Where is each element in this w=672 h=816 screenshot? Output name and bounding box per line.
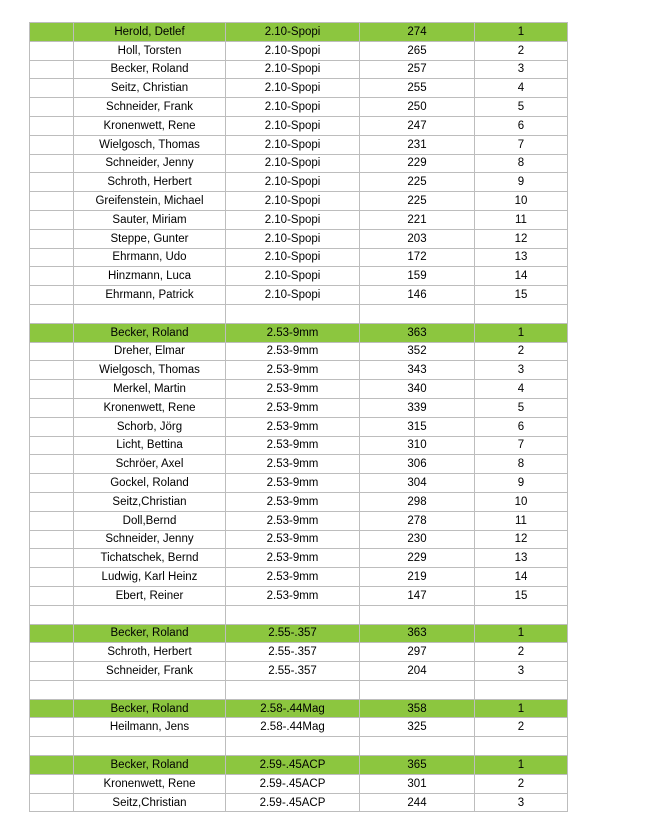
score-cell: 221 — [360, 210, 475, 229]
shooter-name-cell: Ehrmann, Udo — [74, 248, 226, 267]
blank-cell — [30, 116, 74, 135]
table-row — [30, 511, 568, 530]
rank-cell: 2 — [475, 643, 568, 662]
rank-cell: 8 — [475, 154, 568, 173]
discipline-cell: 2.10-Spopi — [226, 41, 360, 60]
blank-cell — [30, 173, 74, 192]
empty-cell — [30, 680, 74, 699]
score-cell: 325 — [360, 718, 475, 737]
table-row — [30, 417, 568, 436]
shooter-name-cell: Kronenwett, Rene — [74, 774, 226, 793]
score-cell: 159 — [360, 267, 475, 286]
rank-cell: 12 — [475, 530, 568, 549]
rank-cell: 13 — [475, 248, 568, 267]
blank-cell — [30, 79, 74, 98]
discipline-cell: 2.10-Spopi — [226, 210, 360, 229]
blank-cell — [30, 756, 74, 775]
shooter-name-cell: Schorb, Jörg — [74, 417, 226, 436]
table-row — [30, 718, 568, 737]
blank-cell — [30, 135, 74, 154]
empty-cell — [74, 737, 226, 756]
rank-cell: 10 — [475, 492, 568, 511]
discipline-cell: 2.10-Spopi — [226, 267, 360, 286]
shooter-name-cell: Gockel, Roland — [74, 474, 226, 493]
shooter-name-cell: Schneider, Jenny — [74, 154, 226, 173]
blank-cell — [30, 643, 74, 662]
winner-row — [30, 699, 568, 718]
shooter-name-cell: Holl, Torsten — [74, 41, 226, 60]
empty-cell — [475, 304, 568, 323]
blank-cell — [30, 398, 74, 417]
blank-cell — [30, 323, 74, 342]
rank-cell: 4 — [475, 380, 568, 399]
score-cell: 229 — [360, 549, 475, 568]
discipline-cell: 2.53-9mm — [226, 323, 360, 342]
shooter-name-cell: Seitz,Christian — [74, 793, 226, 812]
table-row — [30, 361, 568, 380]
group-spacer-row — [30, 737, 568, 756]
empty-cell — [475, 605, 568, 624]
blank-cell — [30, 286, 74, 305]
blank-cell — [30, 248, 74, 267]
table-row — [30, 568, 568, 587]
empty-cell — [74, 304, 226, 323]
empty-cell — [475, 737, 568, 756]
empty-cell — [360, 605, 475, 624]
blank-cell — [30, 718, 74, 737]
rank-cell: 9 — [475, 173, 568, 192]
score-cell: 301 — [360, 774, 475, 793]
discipline-cell: 2.10-Spopi — [226, 79, 360, 98]
blank-cell — [30, 192, 74, 211]
rank-cell: 3 — [475, 662, 568, 681]
shooter-name-cell: Seitz, Christian — [74, 79, 226, 98]
rank-cell: 11 — [475, 210, 568, 229]
discipline-cell: 2.55-.357 — [226, 624, 360, 643]
empty-cell — [360, 304, 475, 323]
empty-cell — [30, 304, 74, 323]
table-row — [30, 229, 568, 248]
discipline-cell: 2.10-Spopi — [226, 173, 360, 192]
score-cell: 363 — [360, 323, 475, 342]
table-row — [30, 79, 568, 98]
discipline-cell: 2.59-.45ACP — [226, 774, 360, 793]
discipline-cell: 2.55-.357 — [226, 662, 360, 681]
score-cell: 297 — [360, 643, 475, 662]
table-row — [30, 549, 568, 568]
rank-cell: 11 — [475, 511, 568, 530]
rank-cell: 2 — [475, 774, 568, 793]
table-row — [30, 380, 568, 399]
table-row — [30, 98, 568, 117]
shooter-name-cell: Steppe, Gunter — [74, 229, 226, 248]
shooter-name-cell: Kronenwett, Rene — [74, 398, 226, 417]
discipline-cell: 2.53-9mm — [226, 568, 360, 587]
discipline-cell: 2.53-9mm — [226, 474, 360, 493]
shooter-name-cell: Wielgosch, Thomas — [74, 135, 226, 154]
empty-cell — [475, 680, 568, 699]
winner-row — [30, 323, 568, 342]
discipline-cell: 2.10-Spopi — [226, 229, 360, 248]
rank-cell: 3 — [475, 361, 568, 380]
score-cell: 230 — [360, 530, 475, 549]
rank-cell: 14 — [475, 568, 568, 587]
discipline-cell: 2.53-9mm — [226, 530, 360, 549]
table-row — [30, 286, 568, 305]
winner-row — [30, 756, 568, 775]
blank-cell — [30, 793, 74, 812]
discipline-cell: 2.53-9mm — [226, 398, 360, 417]
empty-cell — [360, 737, 475, 756]
rank-cell: 10 — [475, 192, 568, 211]
score-cell: 363 — [360, 624, 475, 643]
blank-cell — [30, 586, 74, 605]
table-row — [30, 492, 568, 511]
table-row — [30, 267, 568, 286]
empty-cell — [226, 680, 360, 699]
discipline-cell: 2.53-9mm — [226, 380, 360, 399]
rank-cell: 12 — [475, 229, 568, 248]
table-row — [30, 192, 568, 211]
rank-cell: 5 — [475, 98, 568, 117]
blank-cell — [30, 474, 74, 493]
discipline-cell: 2.58-.44Mag — [226, 699, 360, 718]
blank-cell — [30, 511, 74, 530]
score-cell: 352 — [360, 342, 475, 361]
score-cell: 278 — [360, 511, 475, 530]
table-row — [30, 173, 568, 192]
shooter-name-cell: Becker, Roland — [74, 699, 226, 718]
shooter-name-cell: Herold, Detlef — [74, 23, 226, 42]
rank-cell: 15 — [475, 586, 568, 605]
table-row — [30, 530, 568, 549]
empty-cell — [226, 304, 360, 323]
score-cell: 225 — [360, 173, 475, 192]
score-cell: 244 — [360, 793, 475, 812]
shooter-name-cell: Seitz,Christian — [74, 492, 226, 511]
shooter-name-cell: Becker, Roland — [74, 624, 226, 643]
score-cell: 231 — [360, 135, 475, 154]
rank-cell: 5 — [475, 398, 568, 417]
rank-cell: 1 — [475, 323, 568, 342]
table-row — [30, 474, 568, 493]
rank-cell: 2 — [475, 718, 568, 737]
score-cell: 265 — [360, 41, 475, 60]
shooter-name-cell: Merkel, Martin — [74, 380, 226, 399]
score-cell: 298 — [360, 492, 475, 511]
discipline-cell: 2.53-9mm — [226, 436, 360, 455]
blank-cell — [30, 624, 74, 643]
shooter-name-cell: Sauter, Miriam — [74, 210, 226, 229]
table-row — [30, 248, 568, 267]
score-cell: 274 — [360, 23, 475, 42]
blank-cell — [30, 549, 74, 568]
blank-cell — [30, 60, 74, 79]
blank-cell — [30, 662, 74, 681]
score-cell: 358 — [360, 699, 475, 718]
results-table — [29, 22, 568, 812]
discipline-cell: 2.53-9mm — [226, 492, 360, 511]
empty-cell — [74, 680, 226, 699]
empty-cell — [226, 605, 360, 624]
blank-cell — [30, 154, 74, 173]
group-spacer-row — [30, 304, 568, 323]
table-row — [30, 342, 568, 361]
score-cell: 204 — [360, 662, 475, 681]
score-cell: 219 — [360, 568, 475, 587]
blank-cell — [30, 210, 74, 229]
discipline-cell: 2.59-.45ACP — [226, 756, 360, 775]
shooter-name-cell: Schroth, Herbert — [74, 173, 226, 192]
score-cell: 250 — [360, 98, 475, 117]
discipline-cell: 2.53-9mm — [226, 361, 360, 380]
table-row — [30, 662, 568, 681]
shooter-name-cell: Becker, Roland — [74, 756, 226, 775]
rank-cell: 15 — [475, 286, 568, 305]
blank-cell — [30, 229, 74, 248]
shooter-name-cell: Schröer, Axel — [74, 455, 226, 474]
table-row — [30, 116, 568, 135]
score-cell: 147 — [360, 586, 475, 605]
blank-cell — [30, 436, 74, 455]
empty-cell — [74, 605, 226, 624]
rank-cell: 7 — [475, 436, 568, 455]
discipline-cell: 2.10-Spopi — [226, 192, 360, 211]
table-row — [30, 398, 568, 417]
rank-cell: 2 — [475, 342, 568, 361]
score-cell: 225 — [360, 192, 475, 211]
rank-cell: 14 — [475, 267, 568, 286]
blank-cell — [30, 361, 74, 380]
shooter-name-cell: Dreher, Elmar — [74, 342, 226, 361]
shooter-name-cell: Ehrmann, Patrick — [74, 286, 226, 305]
rank-cell: 1 — [475, 624, 568, 643]
table-row — [30, 135, 568, 154]
rank-cell: 9 — [475, 474, 568, 493]
score-cell: 365 — [360, 756, 475, 775]
shooter-name-cell: Ludwig, Karl Heinz — [74, 568, 226, 587]
blank-cell — [30, 774, 74, 793]
rank-cell: 3 — [475, 60, 568, 79]
score-cell: 172 — [360, 248, 475, 267]
empty-cell — [360, 680, 475, 699]
shooter-name-cell: Heilmann, Jens — [74, 718, 226, 737]
blank-cell — [30, 98, 74, 117]
discipline-cell: 2.58-.44Mag — [226, 718, 360, 737]
discipline-cell: 2.10-Spopi — [226, 60, 360, 79]
blank-cell — [30, 455, 74, 474]
rank-cell: 7 — [475, 135, 568, 154]
score-cell: 229 — [360, 154, 475, 173]
discipline-cell: 2.55-.357 — [226, 643, 360, 662]
blank-cell — [30, 417, 74, 436]
empty-cell — [30, 737, 74, 756]
discipline-cell: 2.53-9mm — [226, 455, 360, 474]
shooter-name-cell: Wielgosch, Thomas — [74, 361, 226, 380]
blank-cell — [30, 492, 74, 511]
shooter-name-cell: Hinzmann, Luca — [74, 267, 226, 286]
shooter-name-cell: Licht, Bettina — [74, 436, 226, 455]
table-row — [30, 793, 568, 812]
score-cell: 340 — [360, 380, 475, 399]
empty-cell — [226, 737, 360, 756]
discipline-cell: 2.53-9mm — [226, 586, 360, 605]
discipline-cell: 2.53-9mm — [226, 417, 360, 436]
score-cell: 203 — [360, 229, 475, 248]
table-row — [30, 154, 568, 173]
shooter-name-cell: Ebert, Reiner — [74, 586, 226, 605]
blank-cell — [30, 568, 74, 587]
shooter-name-cell: Becker, Roland — [74, 323, 226, 342]
score-cell: 343 — [360, 361, 475, 380]
table-row — [30, 774, 568, 793]
discipline-cell: 2.10-Spopi — [226, 154, 360, 173]
blank-cell — [30, 699, 74, 718]
discipline-cell: 2.59-.45ACP — [226, 793, 360, 812]
rank-cell: 1 — [475, 756, 568, 775]
rank-cell: 6 — [475, 417, 568, 436]
discipline-cell: 2.10-Spopi — [226, 286, 360, 305]
score-cell: 257 — [360, 60, 475, 79]
blank-cell — [30, 342, 74, 361]
discipline-cell: 2.53-9mm — [226, 549, 360, 568]
rank-cell: 8 — [475, 455, 568, 474]
rank-cell: 6 — [475, 116, 568, 135]
winner-row — [30, 23, 568, 42]
blank-cell — [30, 530, 74, 549]
table-row — [30, 436, 568, 455]
rank-cell: 2 — [475, 41, 568, 60]
score-cell: 306 — [360, 455, 475, 474]
score-cell: 255 — [360, 79, 475, 98]
table-row — [30, 455, 568, 474]
score-cell: 310 — [360, 436, 475, 455]
table-row — [30, 41, 568, 60]
rank-cell: 1 — [475, 23, 568, 42]
empty-cell — [30, 605, 74, 624]
results-body — [30, 23, 568, 812]
discipline-cell: 2.10-Spopi — [226, 116, 360, 135]
blank-cell — [30, 23, 74, 42]
table-row — [30, 210, 568, 229]
blank-cell — [30, 267, 74, 286]
shooter-name-cell: Greifenstein, Michael — [74, 192, 226, 211]
shooter-name-cell: Becker, Roland — [74, 60, 226, 79]
discipline-cell: 2.10-Spopi — [226, 248, 360, 267]
table-row — [30, 643, 568, 662]
discipline-cell: 2.53-9mm — [226, 342, 360, 361]
shooter-name-cell: Schneider, Frank — [74, 662, 226, 681]
shooter-name-cell: Doll,Bernd — [74, 511, 226, 530]
rank-cell: 13 — [475, 549, 568, 568]
shooter-name-cell: Schneider, Jenny — [74, 530, 226, 549]
rank-cell: 1 — [475, 699, 568, 718]
group-spacer-row — [30, 605, 568, 624]
group-spacer-row — [30, 680, 568, 699]
discipline-cell: 2.10-Spopi — [226, 23, 360, 42]
score-cell: 339 — [360, 398, 475, 417]
score-cell: 146 — [360, 286, 475, 305]
blank-cell — [30, 41, 74, 60]
score-cell: 315 — [360, 417, 475, 436]
rank-cell: 3 — [475, 793, 568, 812]
table-row — [30, 586, 568, 605]
shooter-name-cell: Schroth, Herbert — [74, 643, 226, 662]
score-cell: 304 — [360, 474, 475, 493]
shooter-name-cell: Schneider, Frank — [74, 98, 226, 117]
shooter-name-cell: Tichatschek, Bernd — [74, 549, 226, 568]
discipline-cell: 2.10-Spopi — [226, 135, 360, 154]
table-row — [30, 60, 568, 79]
discipline-cell: 2.10-Spopi — [226, 98, 360, 117]
score-cell: 247 — [360, 116, 475, 135]
rank-cell: 4 — [475, 79, 568, 98]
shooter-name-cell: Kronenwett, Rene — [74, 116, 226, 135]
winner-row — [30, 624, 568, 643]
blank-cell — [30, 380, 74, 399]
discipline-cell: 2.53-9mm — [226, 511, 360, 530]
